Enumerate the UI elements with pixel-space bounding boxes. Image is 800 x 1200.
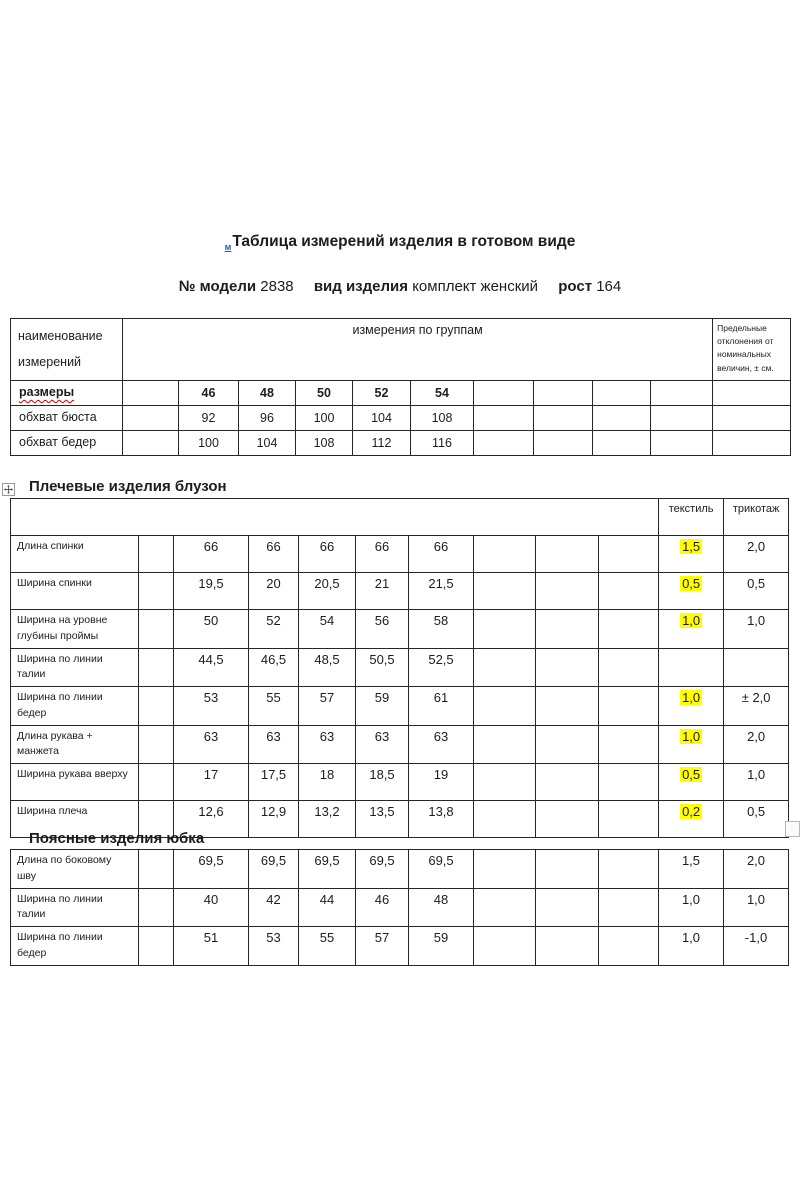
cell-empty	[474, 573, 536, 610]
cell-empty	[536, 610, 599, 649]
size-value-cell: 46,5	[249, 648, 299, 687]
size-value-cell: 54	[299, 610, 356, 649]
knit-tolerance-cell: 1,0	[724, 888, 789, 927]
cell-empty	[474, 380, 534, 405]
knit-tolerance-cell: 1,0	[724, 610, 789, 649]
size-value-cell: 63	[356, 725, 409, 764]
textile-tolerance-cell	[659, 764, 724, 801]
cell-empty	[593, 380, 651, 405]
size-value-cell: 58	[409, 610, 474, 649]
row-label: Длина спинки	[11, 536, 139, 573]
size-value-cell: 40	[174, 888, 249, 927]
size-value-cell: 20,5	[299, 573, 356, 610]
size-value-cell: 51	[174, 927, 249, 966]
table-row	[11, 725, 789, 764]
highlighted-value: 1,5	[682, 539, 701, 554]
section-title-shoulder-items: Плечевые изделия блузон	[29, 478, 227, 495]
header-measurements-by-group: измерения по группам	[123, 319, 713, 381]
textile-tolerance-cell	[659, 725, 724, 764]
size-value-cell: 52	[353, 380, 411, 405]
textile-tolerance-cell: 1,0	[659, 888, 724, 927]
size-value-cell: 69,5	[174, 850, 249, 889]
size-value-cell: 69,5	[356, 850, 409, 889]
cell-empty	[651, 380, 713, 405]
size-value-cell: 55	[249, 687, 299, 726]
size-value-cell: 13,5	[356, 801, 409, 838]
size-value-cell: 66	[299, 536, 356, 573]
cell-empty	[593, 405, 651, 430]
highlighted-value: 0,5	[682, 767, 701, 782]
page-title-text: Таблица измерений изделия в готовом виде	[232, 233, 576, 250]
page-title	[0, 233, 800, 252]
cell-empty	[139, 725, 174, 764]
cell-empty	[474, 850, 536, 889]
knit-tolerance-cell: 2,0	[724, 725, 789, 764]
size-value-cell: 56	[356, 610, 409, 649]
sizes-table	[10, 318, 791, 456]
cell-empty	[474, 801, 536, 838]
cell-empty	[139, 888, 174, 927]
size-value-cell: 21	[356, 573, 409, 610]
cell-empty	[536, 801, 599, 838]
size-value-cell: 59	[356, 687, 409, 726]
table-row	[11, 430, 791, 455]
header-measurement-name: наименование измерений	[11, 319, 123, 381]
row-label: Ширина по линии талии	[11, 888, 139, 927]
cell-empty	[536, 536, 599, 573]
cell-empty	[651, 405, 713, 430]
size-value-cell: 63	[174, 725, 249, 764]
row-label: Длина по боковому шву	[11, 850, 139, 889]
cell-empty	[139, 536, 174, 573]
size-value-cell: 48	[409, 888, 474, 927]
size-value-cell: 46	[179, 380, 239, 405]
cell-empty	[536, 687, 599, 726]
cell-empty	[474, 725, 536, 764]
table-row	[11, 850, 789, 889]
size-value-cell: 20	[249, 573, 299, 610]
cell-empty	[139, 573, 174, 610]
table-row	[11, 888, 789, 927]
size-value-cell: 66	[409, 536, 474, 573]
textile-tolerance-cell	[659, 648, 724, 687]
cell-empty	[474, 536, 536, 573]
cell-empty	[713, 380, 791, 405]
cell-empty	[651, 430, 713, 455]
size-value-cell: 59	[409, 927, 474, 966]
row-label: размеры	[11, 380, 123, 405]
size-value-cell: 104	[239, 430, 296, 455]
size-value-cell: 17,5	[249, 764, 299, 801]
size-value-cell: 55	[299, 927, 356, 966]
textile-tolerance-cell: 1,0	[659, 927, 724, 966]
model-label: № модели	[178, 278, 257, 295]
size-value-cell: 57	[299, 687, 356, 726]
cell-empty	[123, 405, 179, 430]
table-row	[11, 610, 789, 649]
cell-empty	[536, 927, 599, 966]
size-value-cell: 116	[411, 430, 474, 455]
cell-empty	[599, 888, 659, 927]
size-value-cell: 100	[296, 405, 353, 430]
model-value: 2838	[260, 278, 294, 295]
row-label: обхват бедер	[11, 430, 123, 455]
row-label: Ширина спинки	[11, 573, 139, 610]
size-value-cell: 18	[299, 764, 356, 801]
size-value-cell: 53	[174, 687, 249, 726]
cell-empty	[599, 573, 659, 610]
header-knit: трикотаж	[724, 499, 789, 536]
sizes-table-header-row	[11, 319, 791, 381]
cell-empty	[139, 764, 174, 801]
row-label: Ширина по линии бедер	[11, 927, 139, 966]
cell-empty	[536, 764, 599, 801]
knit-tolerance-cell: 1,0	[724, 764, 789, 801]
textile-tolerance-cell	[659, 801, 724, 838]
size-value-cell: 52,5	[409, 648, 474, 687]
size-value-cell: 46	[356, 888, 409, 927]
size-value-cell: 63	[409, 725, 474, 764]
cell-empty	[474, 927, 536, 966]
model-info-line	[0, 278, 800, 295]
table-row	[11, 687, 789, 726]
type-label: вид изделия	[313, 278, 409, 295]
highlighted-value: 1,0	[682, 690, 701, 705]
size-value-cell: 19,5	[174, 573, 249, 610]
size-value-cell: 44	[299, 888, 356, 927]
row-label: обхват бюста	[11, 405, 123, 430]
cell-empty	[123, 430, 179, 455]
height-label: рост	[558, 278, 593, 295]
size-value-cell: 50,5	[356, 648, 409, 687]
size-value-cell: 108	[411, 405, 474, 430]
cell-empty	[536, 850, 599, 889]
cell-empty	[139, 927, 174, 966]
size-value-cell: 69,5	[299, 850, 356, 889]
cell-empty	[139, 687, 174, 726]
cell-empty	[139, 648, 174, 687]
cell-empty	[713, 430, 791, 455]
size-value-cell: 19	[409, 764, 474, 801]
cell-empty	[474, 430, 534, 455]
cell-empty	[536, 725, 599, 764]
row-label: Ширина по линии талии	[11, 648, 139, 687]
size-value-cell: 54	[411, 380, 474, 405]
type-value: комплект женский	[412, 278, 539, 295]
knit-tolerance-cell	[724, 648, 789, 687]
cell-empty	[599, 536, 659, 573]
cell-empty	[713, 405, 791, 430]
cell-empty	[599, 648, 659, 687]
size-value-cell: 108	[296, 430, 353, 455]
table-row	[11, 573, 789, 610]
size-value-cell: 66	[356, 536, 409, 573]
section-title-waist-items: Поясные изделия юбка	[29, 830, 205, 847]
highlighted-value: 0,2	[682, 804, 701, 819]
header-textile: текстиль	[659, 499, 724, 536]
header-tolerance: Предельные отклонения от номинальных величин, ± см.	[713, 319, 791, 381]
cell-empty	[599, 801, 659, 838]
size-value-cell: 63	[299, 725, 356, 764]
height-value: 164	[596, 278, 622, 295]
knit-tolerance-cell: -1,0	[724, 927, 789, 966]
cell-empty	[139, 610, 174, 649]
highlighted-value: 0,5	[682, 576, 701, 591]
size-value-cell: 69,5	[409, 850, 474, 889]
cell-empty	[593, 430, 651, 455]
row-label: Ширина на уровне глубины проймы	[11, 610, 139, 649]
size-value-cell: 17	[174, 764, 249, 801]
table-row	[11, 405, 791, 430]
textile-tolerance-cell	[659, 573, 724, 610]
move-handle-icon[interactable]	[2, 483, 15, 496]
cell-empty	[474, 405, 534, 430]
knit-tolerance-cell: 2,0	[724, 850, 789, 889]
table-row	[11, 380, 791, 405]
row-label: Длина рукава + манжета	[11, 725, 139, 764]
size-value-cell: 57	[356, 927, 409, 966]
cell-empty	[599, 764, 659, 801]
table-resize-ghost-cell	[785, 821, 800, 837]
size-value-cell: 18,5	[356, 764, 409, 801]
blouse-measurements-table	[10, 498, 789, 838]
cell-empty	[599, 927, 659, 966]
textile-tolerance-cell: 1,5	[659, 850, 724, 889]
revision-mark: м	[224, 242, 232, 252]
size-value-cell: 112	[353, 430, 411, 455]
knit-tolerance-cell: 2,0	[724, 536, 789, 573]
size-value-cell: 13,2	[299, 801, 356, 838]
size-value-cell: 48,5	[299, 648, 356, 687]
size-value-cell: 12,9	[249, 801, 299, 838]
size-value-cell: 96	[239, 405, 296, 430]
row-label: Ширина по линии бедер	[11, 687, 139, 726]
size-value-cell: 66	[249, 536, 299, 573]
size-value-cell: 44,5	[174, 648, 249, 687]
cell-empty	[599, 687, 659, 726]
knit-tolerance-cell: 0,5	[724, 573, 789, 610]
blouse-table-header-row	[11, 499, 789, 536]
size-value-cell: 61	[409, 687, 474, 726]
size-value-cell: 42	[249, 888, 299, 927]
size-value-cell: 48	[239, 380, 296, 405]
cell-empty	[474, 610, 536, 649]
cell-empty	[474, 764, 536, 801]
cell-empty	[599, 850, 659, 889]
size-value-cell: 50	[174, 610, 249, 649]
knit-tolerance-cell: ± 2,0	[724, 687, 789, 726]
row-label: Ширина рукава вверху	[11, 764, 139, 801]
size-value-cell: 104	[353, 405, 411, 430]
skirt-measurements-table	[10, 849, 789, 966]
size-value-cell: 13,8	[409, 801, 474, 838]
cell-empty	[599, 610, 659, 649]
cell-empty	[536, 573, 599, 610]
cell-empty	[534, 380, 593, 405]
table-row	[11, 536, 789, 573]
size-value-cell: 100	[179, 430, 239, 455]
table-row	[11, 927, 789, 966]
cell-empty	[474, 687, 536, 726]
cell-empty	[11, 499, 659, 536]
cell-empty	[474, 888, 536, 927]
size-value-cell: 69,5	[249, 850, 299, 889]
cell-empty	[123, 380, 179, 405]
size-value-cell: 92	[179, 405, 239, 430]
textile-tolerance-cell	[659, 610, 724, 649]
size-value-cell: 50	[296, 380, 353, 405]
cell-empty	[534, 405, 593, 430]
table-row	[11, 764, 789, 801]
highlighted-value: 1,0	[682, 613, 701, 628]
cell-empty	[599, 725, 659, 764]
size-value-cell: 66	[174, 536, 249, 573]
textile-tolerance-cell	[659, 687, 724, 726]
textile-tolerance-cell	[659, 536, 724, 573]
cell-empty	[474, 648, 536, 687]
knit-tolerance-cell: 0,5	[724, 801, 789, 838]
table-row	[11, 648, 789, 687]
cell-empty	[139, 850, 174, 889]
highlighted-value: 1,0	[682, 728, 701, 744]
cell-empty	[536, 648, 599, 687]
size-value-cell: 53	[249, 927, 299, 966]
row-label: Ширина плеча	[11, 801, 139, 838]
size-value-cell: 12,6	[174, 801, 249, 838]
size-value-cell: 21,5	[409, 573, 474, 610]
cell-empty	[536, 888, 599, 927]
size-value-cell: 52	[249, 610, 299, 649]
cell-empty	[534, 430, 593, 455]
size-value-cell: 63	[249, 725, 299, 764]
